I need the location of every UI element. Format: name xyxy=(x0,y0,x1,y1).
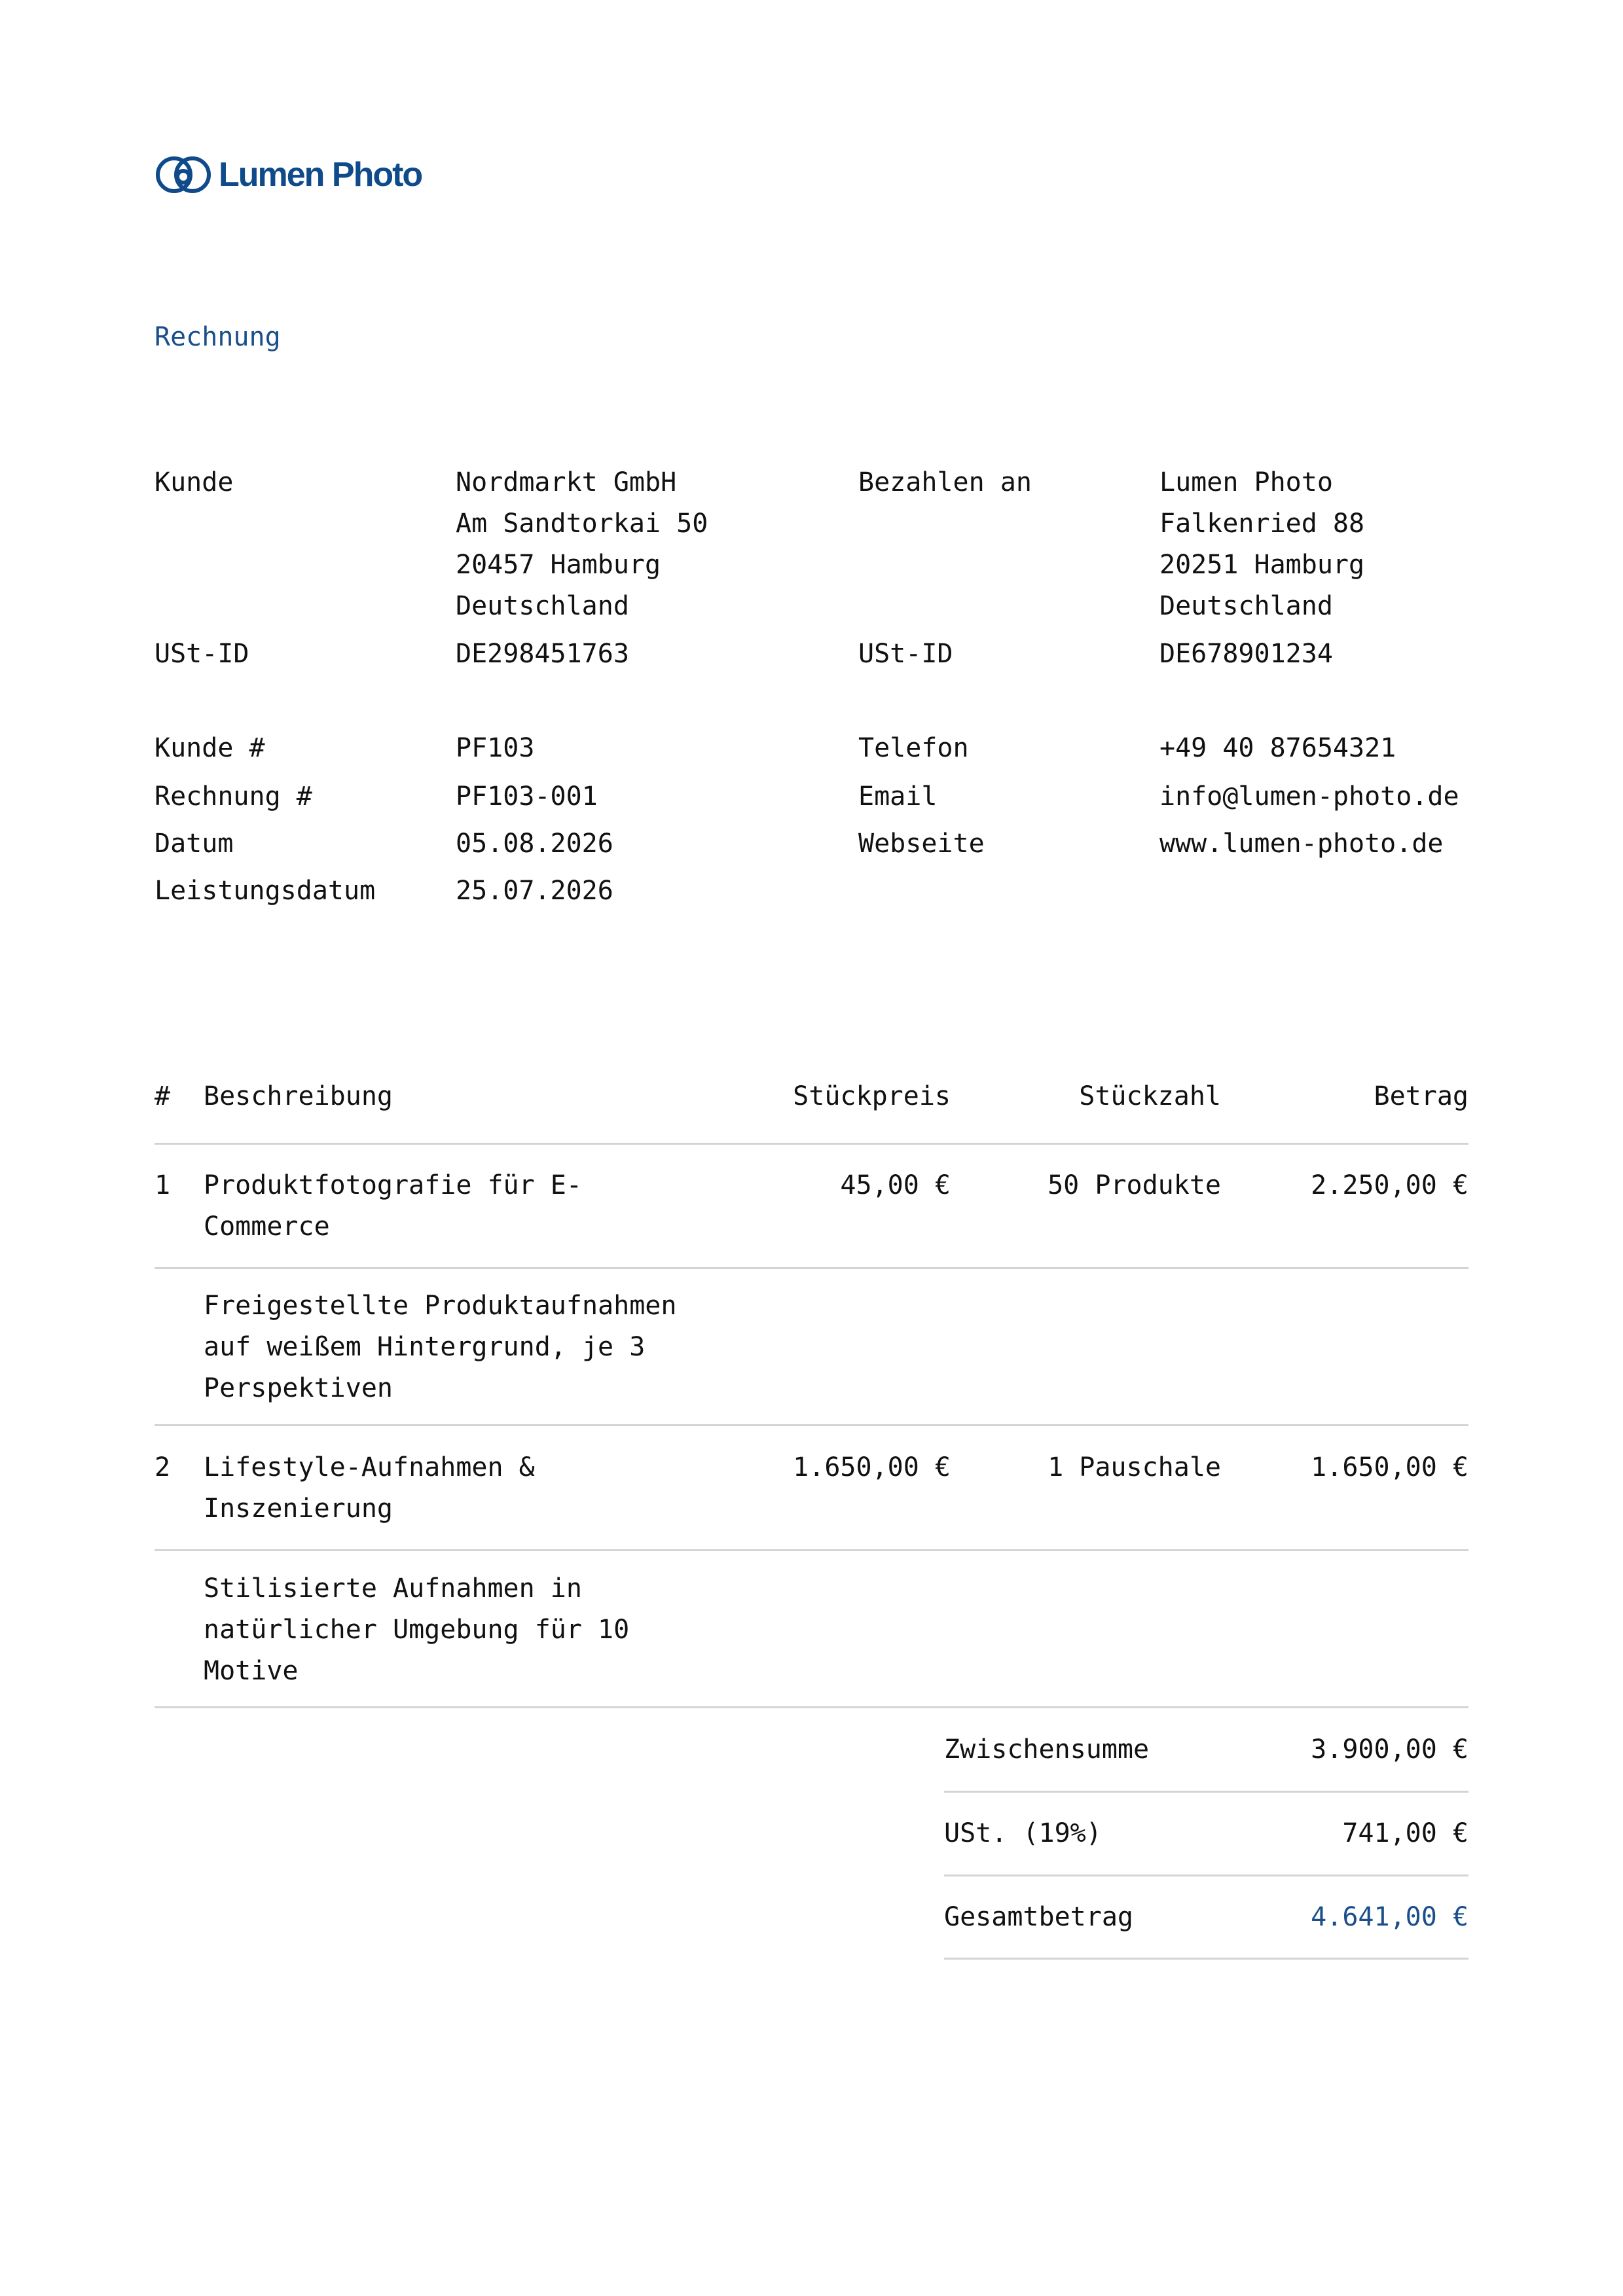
customer-vat-label: USt-ID xyxy=(155,639,249,669)
table-header-unit-price: Stückpreis xyxy=(793,1081,951,1111)
document-title: Rechnung xyxy=(155,322,281,352)
table-header-amount: Betrag xyxy=(1374,1081,1468,1111)
total-label: Gesamtbetrag xyxy=(944,1902,1133,1932)
totals-divider xyxy=(944,1958,1468,1960)
meta-value-invoice-number: PF103-001 xyxy=(456,781,598,812)
customer-address-line: 20457 Hamburg xyxy=(456,550,661,580)
item-divider xyxy=(155,1549,1468,1551)
table-header-divider xyxy=(155,1143,1468,1145)
customer-address-line: Am Sandtorkai 50 xyxy=(456,509,708,539)
payee-vat-id: DE678901234 xyxy=(1159,639,1333,669)
payee-address xyxy=(1159,462,1364,627)
customer-address xyxy=(456,462,708,627)
meta-label-service-date: Leistungsdatum xyxy=(155,876,376,906)
table-end-divider xyxy=(155,1706,1468,1708)
item-number: 2 xyxy=(155,1452,171,1482)
customer-address-line: Nordmarkt GmbH xyxy=(456,467,677,497)
customer-vat-id: DE298451763 xyxy=(456,639,629,669)
subtotal-value: 3.900,00 € xyxy=(1311,1734,1468,1765)
tax-label: USt. (19%) xyxy=(944,1818,1102,1848)
item-detail xyxy=(204,1285,676,1409)
payee-vat-label: USt-ID xyxy=(858,639,953,669)
item-quantity: 1 Pauschale xyxy=(1048,1452,1221,1482)
table-header-quantity: Stückzahl xyxy=(1079,1081,1221,1111)
payee-label: Bezahlen an xyxy=(858,467,1032,497)
item-detail-line: Motive xyxy=(204,1656,299,1686)
payee-address-line: 20251 Hamburg xyxy=(1159,550,1365,580)
brand-name: Lumen Photo xyxy=(219,156,422,194)
table-header-description: Beschreibung xyxy=(204,1081,393,1111)
payee-address-line: Lumen Photo xyxy=(1159,467,1333,497)
item-title-line: Produktfotografie für E- xyxy=(204,1170,582,1200)
item-detail xyxy=(204,1568,629,1692)
item-detail-line: Freigestellte Produktaufnahmen xyxy=(204,1291,677,1321)
table-header-number: # xyxy=(155,1081,171,1111)
meta-label-email: Email xyxy=(858,781,938,812)
meta-label-website: Webseite xyxy=(858,829,985,859)
item-title xyxy=(204,1165,582,1247)
item-divider xyxy=(155,1267,1468,1269)
meta-value-date: 05.08.2026 xyxy=(456,829,613,859)
brand-logo xyxy=(155,152,422,198)
subtotal-label: Zwischensumme xyxy=(944,1734,1150,1765)
meta-value-website[interactable]: www.lumen-photo.de xyxy=(1159,829,1444,859)
meta-label-invoice-number: Rechnung # xyxy=(155,781,312,812)
payee-address-line: Falkenried 88 xyxy=(1159,509,1365,539)
meta-label-customer-number: Kunde # xyxy=(155,733,265,763)
lumen-photo-logo-icon xyxy=(155,153,212,196)
item-number: 1 xyxy=(155,1170,171,1200)
item-divider xyxy=(155,1424,1468,1426)
meta-label-date: Datum xyxy=(155,829,234,859)
tax-value: 741,00 € xyxy=(1342,1818,1468,1848)
meta-value-service-date: 25.07.2026 xyxy=(456,876,613,906)
item-title-line: Inszenierung xyxy=(204,1494,393,1524)
item-detail-line: auf weißem Hintergrund, je 3 xyxy=(204,1332,646,1362)
meta-value-phone: +49 40 87654321 xyxy=(1159,733,1396,763)
item-title xyxy=(204,1447,535,1530)
customer-label: Kunde xyxy=(155,467,234,497)
meta-value-customer-number: PF103 xyxy=(456,733,535,763)
total-value: 4.641,00 € xyxy=(1311,1902,1468,1932)
meta-label-phone: Telefon xyxy=(858,733,969,763)
item-title-line: Commerce xyxy=(204,1211,330,1242)
item-amount: 2.250,00 € xyxy=(1311,1170,1468,1200)
item-amount: 1.650,00 € xyxy=(1311,1452,1468,1482)
item-title-line: Lifestyle-Aufnahmen & xyxy=(204,1452,535,1482)
item-quantity: 50 Produkte xyxy=(1048,1170,1221,1200)
payee-address-line: Deutschland xyxy=(1159,591,1333,621)
meta-value-email[interactable]: info@lumen-photo.de xyxy=(1159,781,1459,812)
item-unit-price: 1.650,00 € xyxy=(793,1452,951,1482)
item-detail-line: Perspektiven xyxy=(204,1373,393,1403)
item-detail-line: Stilisierte Aufnahmen in xyxy=(204,1573,582,1604)
customer-address-line: Deutschland xyxy=(456,591,629,621)
item-detail-line: natürlicher Umgebung für 10 xyxy=(204,1615,630,1645)
totals-divider xyxy=(944,1874,1468,1876)
item-unit-price: 45,00 € xyxy=(840,1170,951,1200)
totals-divider xyxy=(944,1791,1468,1793)
